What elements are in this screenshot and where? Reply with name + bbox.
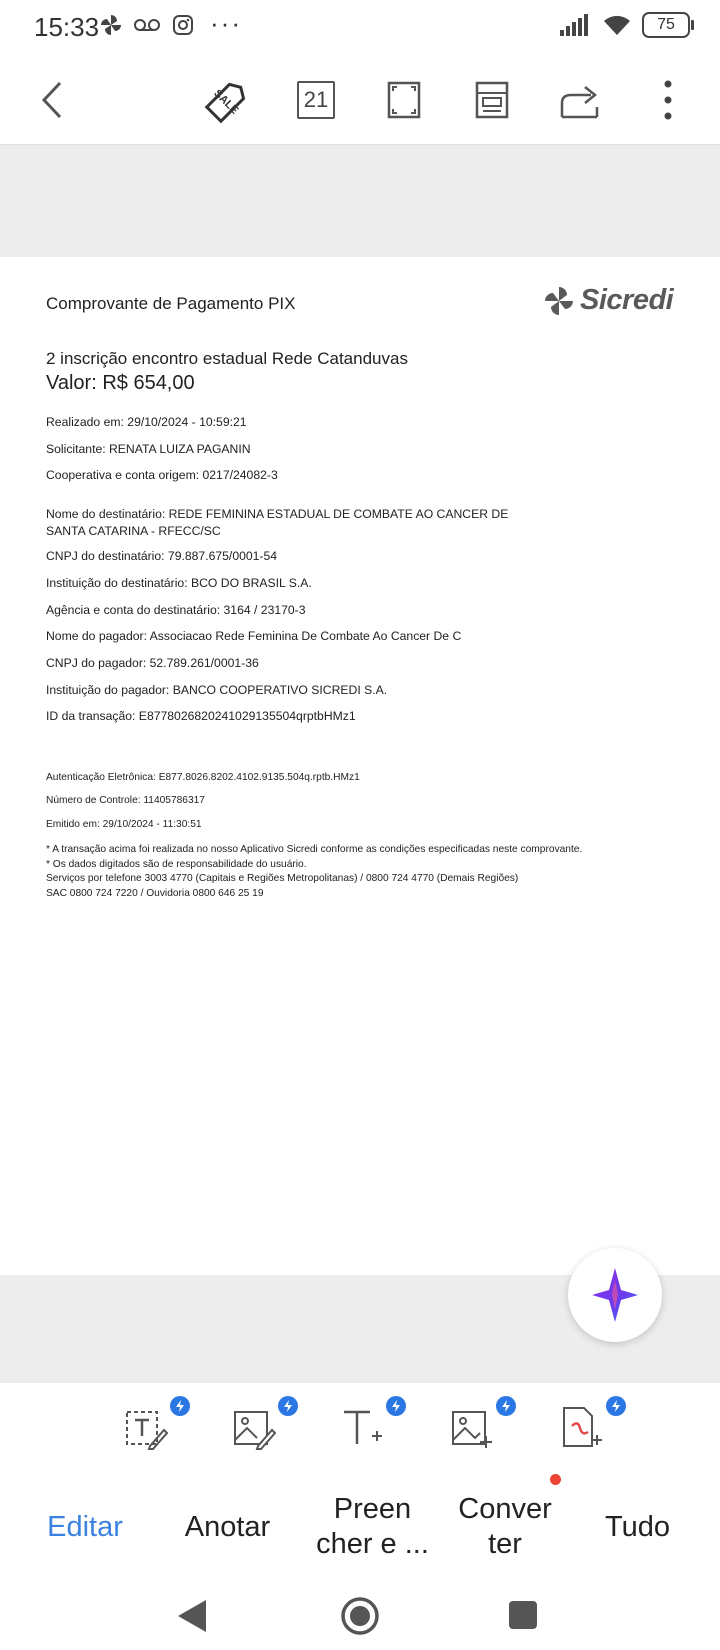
sale-tag-icon — [204, 76, 252, 124]
pinwheel-icon — [100, 14, 122, 36]
chevron-left-icon — [38, 80, 66, 120]
footer-note-1: * A transação acima foi realizada no nosso Aplicativo Sicredi conforme as condições especificadas neste comprovante. — [46, 844, 583, 855]
edit-tools-row — [0, 1384, 720, 1473]
field-instituicao-destinatario: Instituição do destinatário: BCO DO BRASIL S.A. — [46, 576, 312, 590]
tab-tudo[interactable]: Tudo — [604, 1510, 671, 1543]
premium-badge-icon — [278, 1396, 298, 1416]
square-recents-icon — [508, 1600, 538, 1630]
field-cnpj-pagador: CNPJ do pagador: 52.789.261/0001-36 — [46, 656, 259, 670]
tab-preencher[interactable]: Preen cher e ... — [316, 1493, 429, 1560]
premium-badge-icon — [386, 1396, 406, 1416]
document-title: Comprovante de Pagamento PIX — [46, 294, 296, 313]
status-time: 15:33 — [34, 12, 100, 42]
footer-note-2: * Os dados digitados são de responsabilidade do usuário. — [46, 859, 307, 870]
status-bar — [0, 0, 720, 56]
footer-numero-controle: Número de Controle: 11405786317 — [46, 795, 205, 806]
system-nav-bar — [0, 1582, 720, 1650]
payment-value: Valor: R$ 654,00 — [46, 372, 195, 394]
page-layout-icon — [475, 81, 509, 119]
pdf-add-icon — [560, 1406, 604, 1450]
add-text-tool[interactable] — [340, 1406, 388, 1454]
voicemail-icon — [134, 17, 160, 33]
add-image-icon — [450, 1406, 494, 1450]
edit-image-tool[interactable] — [232, 1406, 280, 1454]
ai-assistant-button[interactable] — [568, 1248, 662, 1342]
nav-recents-button[interactable] — [508, 1600, 538, 1635]
bottom-tabs — [0, 1472, 720, 1582]
footer-note-4: SAC 0800 724 7220 / Ouvidoria 0800 646 25 19 — [46, 888, 264, 899]
premium-badge-icon — [496, 1396, 516, 1416]
sale-button[interactable] — [202, 74, 254, 126]
field-cooperativa: Cooperativa e conta origem: 0217/24082-3 — [46, 468, 278, 482]
field-nome-pagador: Nome do pagador: Associacao Rede Feminina De Combate Ao Cancer De C — [46, 629, 462, 643]
field-solicitante: Solicitante: RENATA LUIZA PAGANIN — [46, 442, 251, 456]
more-notifications-icon: ··· — [210, 8, 242, 38]
edit-image-icon — [232, 1406, 276, 1450]
status-notification-icons — [100, 14, 194, 36]
tab-editar[interactable]: Editar — [47, 1510, 123, 1543]
edit-text-icon — [124, 1406, 168, 1450]
signal-icon — [560, 14, 592, 36]
tab-converter[interactable]: Conver ter — [458, 1493, 552, 1560]
payment-subject: 2 inscrição encontro estadual Rede Catanduvas — [46, 349, 408, 368]
fullscreen-button[interactable] — [378, 74, 430, 126]
top-toolbar — [0, 56, 720, 145]
page-view-button[interactable] — [466, 74, 518, 126]
premium-badge-icon — [606, 1396, 626, 1416]
share-icon — [559, 81, 601, 119]
sicredi-logo-icon — [544, 286, 574, 316]
field-id-transacao: ID da transação: E87780268202410291355​04qrptbHMz1 — [46, 709, 356, 723]
fullscreen-icon — [387, 81, 421, 119]
add-signature-tool[interactable] — [560, 1406, 608, 1454]
edit-text-tool[interactable] — [124, 1406, 172, 1454]
status-system-icons — [560, 12, 690, 38]
tab-anotar[interactable]: Anotar — [184, 1510, 271, 1543]
field-realizado: Realizado em: 29/10/2024 - 10:59:21 — [46, 415, 247, 429]
sparkle-icon — [590, 1266, 640, 1324]
notification-dot — [550, 1474, 561, 1485]
kebab-menu-icon — [664, 80, 672, 120]
instagram-icon — [172, 14, 194, 36]
nav-back-button[interactable] — [176, 1598, 208, 1639]
document-background-top — [0, 145, 720, 257]
logo-text: Sicredi — [580, 284, 674, 316]
battery-indicator: 75 — [642, 12, 690, 38]
footer-note-3: Serviços por telefone 3003 4770 (Capitais e Regiões Metropolitanas) / 0800 724 4770 (Demais Regiões) — [46, 873, 519, 884]
wifi-icon — [602, 14, 632, 36]
sicredi-logo — [544, 284, 673, 317]
share-button[interactable] — [554, 74, 606, 126]
premium-badge-icon — [170, 1396, 190, 1416]
page-count: 21 — [297, 81, 335, 119]
back-button[interactable] — [26, 74, 78, 126]
nav-home-button[interactable] — [340, 1596, 380, 1641]
field-agencia-destinatario: Agência e conta do destinatário: 3164 / 23170-3 — [46, 603, 306, 617]
field-instituicao-pagador: Instituição do pagador: BANCO COOPERATIVO SICREDI S.A. — [46, 683, 388, 697]
svg-text:SALE: SALE — [211, 87, 241, 117]
footer-autenticacao: Autenticação Eletrônica: E877.8026.8202.4102.9135.504q.rptb.HMz1 — [46, 772, 360, 783]
more-options-button[interactable] — [642, 74, 694, 126]
page-count-button[interactable] — [290, 74, 342, 126]
add-text-icon — [340, 1406, 384, 1450]
circle-home-icon — [340, 1596, 380, 1636]
footer-emitido: Emitido em: 29/10/2024 - 11:30:51 — [46, 819, 202, 830]
triangle-back-icon — [176, 1598, 208, 1634]
field-nome-destinatario: Nome do destinatário: REDE FEMININA ESTADUAL DE COMBATE AO CANCER DE SANTA CATARINA - RFECC/SC — [46, 507, 509, 538]
field-cnpj-destinatario: CNPJ do destinatário: 79.887.675/0001-54 — [46, 549, 278, 563]
add-image-tool[interactable] — [450, 1406, 498, 1454]
document-page[interactable] — [0, 257, 720, 1275]
